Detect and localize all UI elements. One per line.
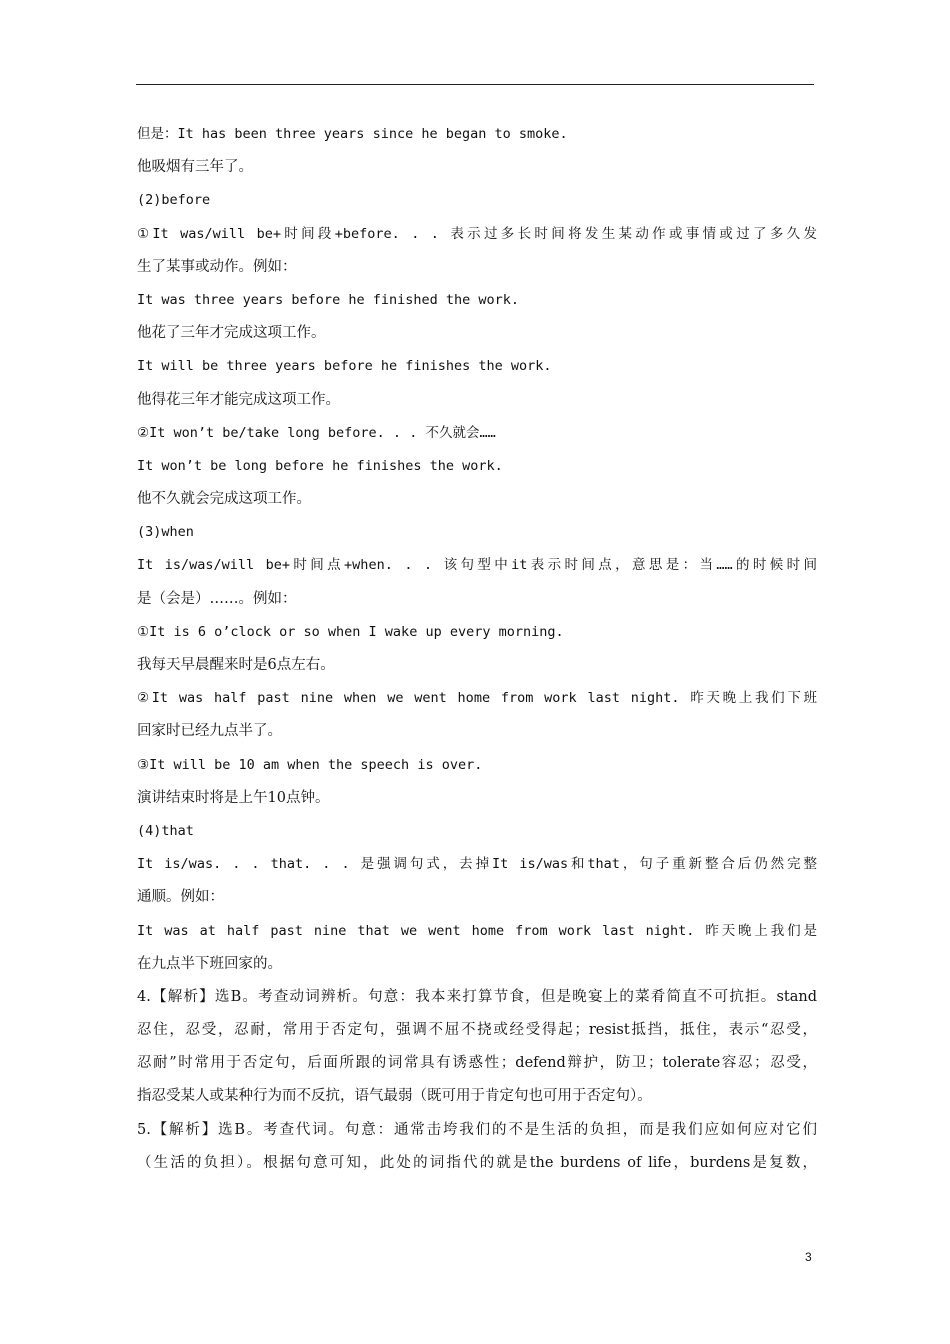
text-line: （生活的负担）。根据句意可知，此处的词指代的就是the burdens of life，burdens是复数， — [137, 1154, 817, 1171]
section-heading: (3)when — [137, 524, 194, 541]
section-heading: (2)before — [137, 192, 211, 209]
example-sentence: ①It is 6 o’clock or so when I wake up every morning. — [137, 623, 564, 640]
translation-line: 演讲结束时将是上午10点钟。 — [137, 789, 330, 806]
translation-line: 他得花三年才能完成这项工作。 — [137, 391, 340, 408]
text-line: 是（会是）……。例如： — [137, 590, 297, 607]
text-line: 通顺。例如： — [137, 889, 224, 906]
text-line: ①It was/will be+时间段+before. . . 表示过多长时间将发生某动作或事情或过了多久发 — [137, 225, 817, 242]
text-line: It is/was. . . that. . . 是强调句式，去掉It is/was和that，句子重新整合后仍然完整 — [137, 856, 817, 873]
translation-line: 他不久就会完成这项工作。 — [137, 491, 311, 508]
translation-line: 在九点半下班回家的。 — [137, 955, 282, 972]
text-line: 他吸烟有三年了。 — [137, 159, 253, 176]
text-line: ②It won’t be/take long before. . . 不久就会…… — [137, 424, 496, 441]
example-sentence: It will be three years before he finishes the work. — [137, 358, 552, 375]
text-line: 生了某事或动作。例如： — [137, 258, 297, 275]
text-line: 忍住，忍受，忍耐，常用于否定句，强调不屈不挠或经受得起；resist抵挡，抵住，表示“忍受， — [137, 1022, 817, 1039]
answer-explanation-4: 4.【解析】选B。考查动词辨析。句意：我本来打算节食，但是晚宴上的菜肴简直不可抗拒。stand — [137, 988, 817, 1005]
example-sentence: It was at half past nine that we went home from work last night. 昨天晚上我们是 — [137, 922, 817, 939]
translation-line: 他花了三年才完成这项工作。 — [137, 325, 326, 342]
example-sentence: It was three years before he finished the work. — [137, 291, 520, 308]
text-line: 指忍受某人或某种行为而不反抗，语气最弱（既可用于肯定句也可用于否定句）。 — [137, 1088, 652, 1105]
text-line: 忍耐”时常用于否定句，后面所跟的词常具有诱惑性；defend辩护，防卫；tolerate容忍；忍受， — [137, 1055, 817, 1072]
text-line: It is/was/will be+时间点+when. . . 该句型中it表示时间点，意思是：当……的时候时间 — [137, 557, 817, 574]
text-line: 但是：It has been three years since he began to smoke. — [137, 126, 568, 142]
example-sentence: It won’t be long before he finishes the work. — [137, 457, 503, 474]
translation-line: 回家时已经九点半了。 — [137, 723, 282, 740]
answer-explanation-5: 5.【解析】选B。考查代词。句意：通常击垮我们的不是生活的负担，而是我们应如何应对它们 — [137, 1121, 817, 1138]
translation-line: 我每天早晨醒来时是6点左右。 — [137, 657, 335, 673]
document-body — [137, 124, 817, 1186]
page-number: 3 — [805, 1250, 812, 1264]
example-sentence: ②It was half past nine when we went home from work last night. 昨天晚上我们下班 — [137, 690, 817, 707]
section-heading: (4)that — [137, 822, 194, 839]
header-rule — [136, 84, 814, 85]
example-sentence: ③It will be 10 am when the speech is over. — [137, 756, 483, 773]
